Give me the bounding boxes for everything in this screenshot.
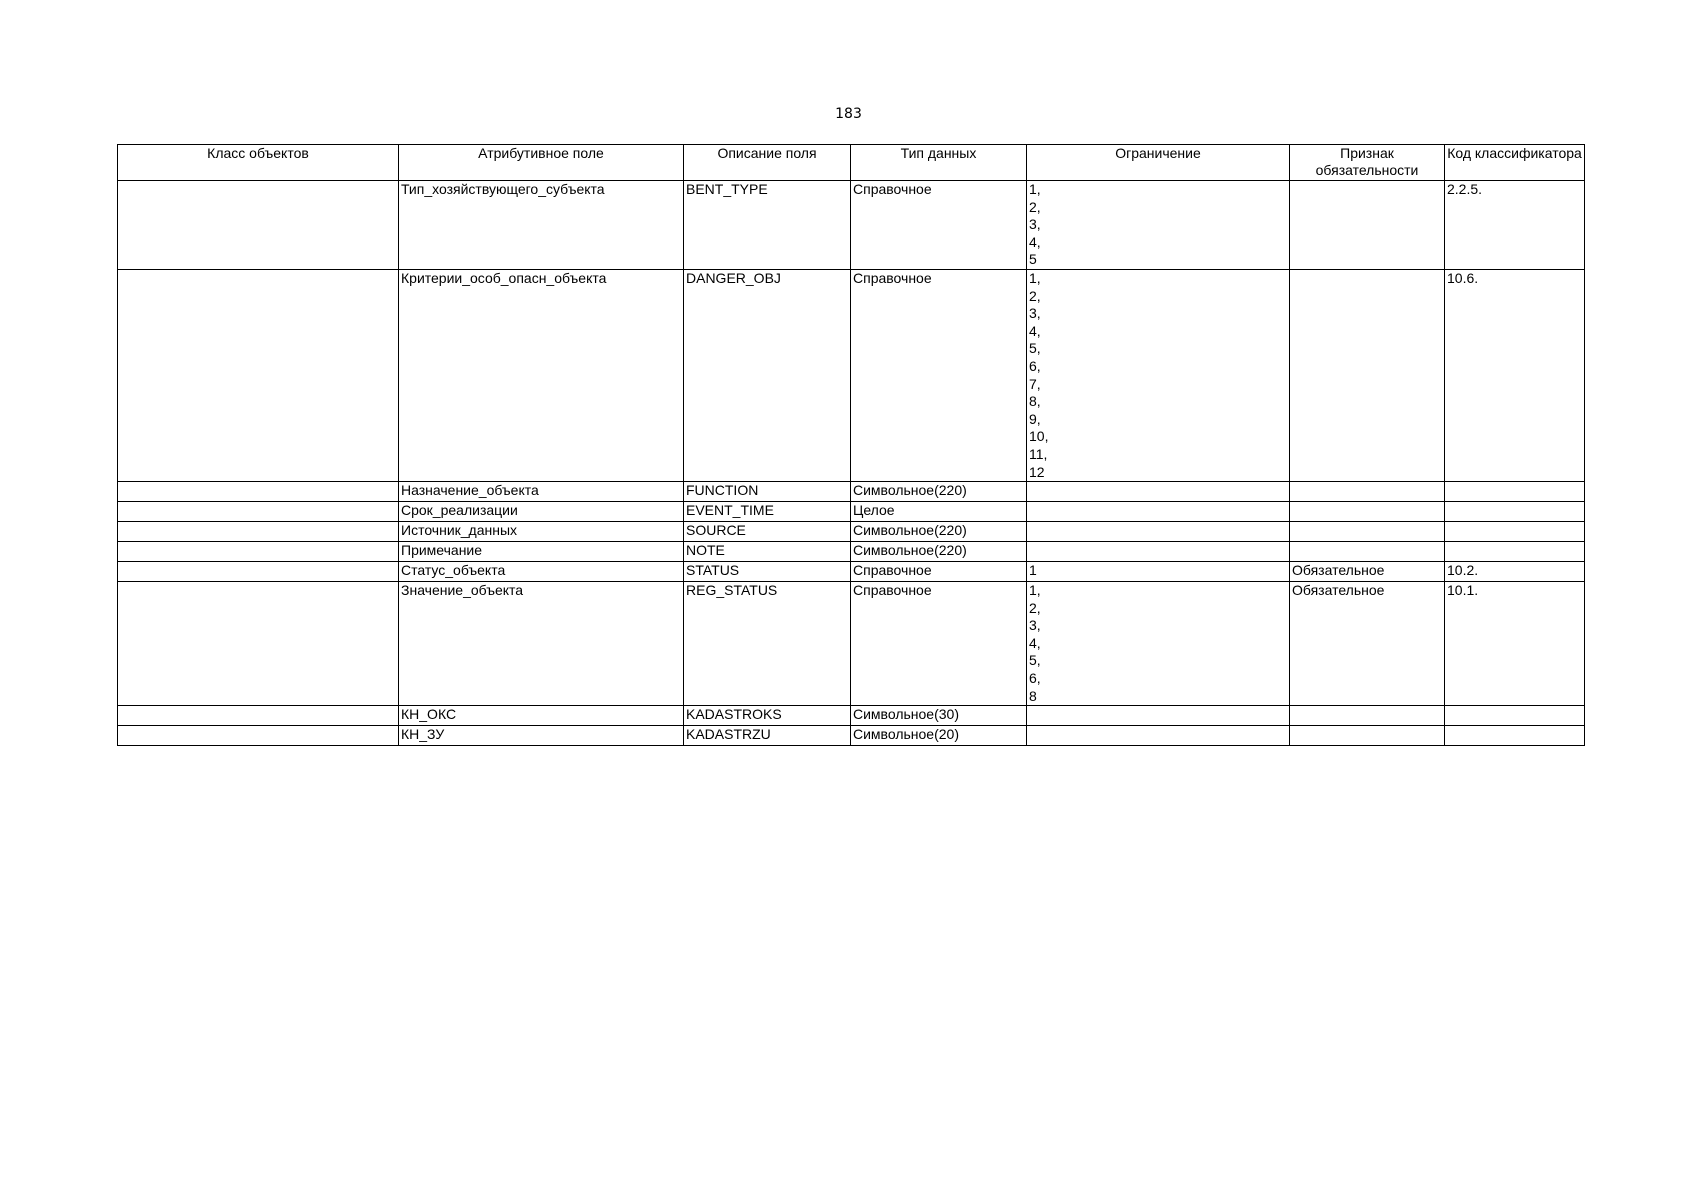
data-type-cell: Справочное	[851, 181, 1027, 270]
attribute-cell: КН_ОКС	[399, 706, 684, 726]
restriction-value: 7,	[1029, 375, 1041, 392]
classifier-code-cell	[1445, 542, 1585, 562]
required-cell	[1290, 502, 1445, 522]
restriction-value: 4,	[1029, 233, 1041, 250]
attribute-cell: Назначение_объекта	[399, 482, 684, 502]
field-name-cell: REG_STATUS	[684, 582, 851, 706]
table-row	[118, 706, 1585, 726]
class-cell	[118, 542, 399, 562]
required-cell	[1290, 269, 1445, 481]
attribute-cell: КН_ЗУ	[399, 726, 684, 746]
restriction-value: 8,	[1029, 393, 1041, 410]
restriction-cell	[1027, 502, 1290, 522]
class-cell	[118, 269, 399, 481]
required-cell: Обязательное	[1290, 582, 1445, 706]
field-name-cell: KADASTRZU	[684, 726, 851, 746]
restriction-value: 6,	[1029, 357, 1041, 374]
data-type-cell: Символьное(220)	[851, 482, 1027, 502]
restriction-value: 4,	[1029, 322, 1041, 339]
attribute-cell: Статус_объекта	[399, 562, 684, 582]
classifier-code-cell: 2.2.5.	[1445, 181, 1585, 270]
data-type-cell: Символьное(30)	[851, 706, 1027, 726]
column-header-class: Класс объектов	[118, 145, 399, 181]
restriction-value: 12	[1029, 463, 1045, 480]
class-cell	[118, 502, 399, 522]
class-cell	[118, 582, 399, 706]
restriction-cell	[1027, 582, 1290, 706]
classifier-code-cell	[1445, 726, 1585, 746]
class-cell	[118, 522, 399, 542]
class-cell	[118, 181, 399, 270]
attribute-table	[117, 144, 1585, 746]
required-cell: Обязательное	[1290, 562, 1445, 582]
table-header-row	[118, 145, 1585, 181]
class-cell	[118, 706, 399, 726]
data-type-cell: Символьное(20)	[851, 726, 1027, 746]
table-row	[118, 522, 1585, 542]
restriction-cell	[1027, 269, 1290, 481]
restriction-value: 1,	[1029, 582, 1041, 599]
restriction-value: 2,	[1029, 599, 1041, 616]
data-type-cell: Символьное(220)	[851, 542, 1027, 562]
field-name-cell: SOURCE	[684, 522, 851, 542]
data-type-cell: Целое	[851, 502, 1027, 522]
data-type-cell: Справочное	[851, 269, 1027, 481]
restriction-value: 1,	[1029, 181, 1041, 197]
restriction-cell	[1027, 706, 1290, 726]
field-name-cell: FUNCTION	[684, 482, 851, 502]
table-row	[118, 502, 1585, 522]
restriction-value: 3,	[1029, 305, 1041, 322]
field-name-cell: BENT_TYPE	[684, 181, 851, 270]
restriction-value: 1	[1029, 562, 1037, 579]
restriction-cell	[1027, 181, 1290, 270]
restriction-value: 4,	[1029, 634, 1041, 651]
restriction-value: 1,	[1029, 269, 1041, 286]
attribute-cell: Тип_хозяйствующего_субъекта	[399, 181, 684, 270]
classifier-code-cell: 10.6.	[1445, 269, 1585, 481]
restriction-cell	[1027, 482, 1290, 502]
table-row	[118, 542, 1585, 562]
required-cell	[1290, 542, 1445, 562]
table-row	[118, 482, 1585, 502]
required-cell	[1290, 522, 1445, 542]
attribute-cell: Источник_данных	[399, 522, 684, 542]
table-row	[118, 726, 1585, 746]
table-body	[118, 181, 1585, 746]
column-header-attribute: Атрибутивное поле	[399, 145, 684, 181]
field-name-cell: NOTE	[684, 542, 851, 562]
attribute-cell: Значение_объекта	[399, 582, 684, 706]
restriction-value: 3,	[1029, 216, 1041, 233]
column-header-restriction: Ограничение	[1027, 145, 1290, 181]
field-name-cell: KADASTROKS	[684, 706, 851, 726]
classifier-code-cell	[1445, 706, 1585, 726]
column-header-field: Описание поля	[684, 145, 851, 181]
table-row	[118, 562, 1585, 582]
restriction-value: 9,	[1029, 410, 1041, 427]
table-row	[118, 582, 1585, 706]
restriction-cell	[1027, 522, 1290, 542]
required-cell	[1290, 482, 1445, 502]
classifier-code-cell: 10.2.	[1445, 562, 1585, 582]
restriction-value: 2,	[1029, 198, 1041, 215]
restriction-value: 6,	[1029, 670, 1041, 687]
table-row	[118, 181, 1585, 270]
class-cell	[118, 562, 399, 582]
data-type-cell: Справочное	[851, 562, 1027, 582]
attribute-cell: Критерии_особ_опасн_объекта	[399, 269, 684, 481]
classifier-code-cell	[1445, 522, 1585, 542]
page-number: 183	[835, 106, 862, 122]
restriction-value: 5,	[1029, 340, 1041, 357]
attribute-cell: Примечание	[399, 542, 684, 562]
restriction-value: 2,	[1029, 287, 1041, 304]
data-type-cell: Символьное(220)	[851, 522, 1027, 542]
restriction-cell	[1027, 562, 1290, 582]
required-cell	[1290, 706, 1445, 726]
restriction-value: 5	[1029, 251, 1037, 268]
table-row	[118, 269, 1585, 481]
attribute-cell: Срок_реализации	[399, 502, 684, 522]
column-header-required: Признак обязательности	[1290, 145, 1445, 181]
restriction-cell	[1027, 726, 1290, 746]
restriction-value: 11,	[1029, 445, 1048, 462]
required-cell	[1290, 726, 1445, 746]
class-cell	[118, 726, 399, 746]
field-name-cell: EVENT_TIME	[684, 502, 851, 522]
restriction-value: 10,	[1029, 428, 1049, 445]
field-name-cell: STATUS	[684, 562, 851, 582]
data-type-cell: Справочное	[851, 582, 1027, 706]
required-cell	[1290, 181, 1445, 270]
classifier-code-cell	[1445, 482, 1585, 502]
restriction-cell	[1027, 542, 1290, 562]
column-header-code: Код классификатора	[1445, 145, 1585, 181]
classifier-code-cell	[1445, 502, 1585, 522]
column-header-type: Тип данных	[851, 145, 1027, 181]
restriction-value: 3,	[1029, 617, 1041, 634]
restriction-value: 8	[1029, 687, 1037, 704]
classifier-code-cell: 10.1.	[1445, 582, 1585, 706]
field-name-cell: DANGER_OBJ	[684, 269, 851, 481]
restriction-value: 5,	[1029, 652, 1041, 669]
class-cell	[118, 482, 399, 502]
